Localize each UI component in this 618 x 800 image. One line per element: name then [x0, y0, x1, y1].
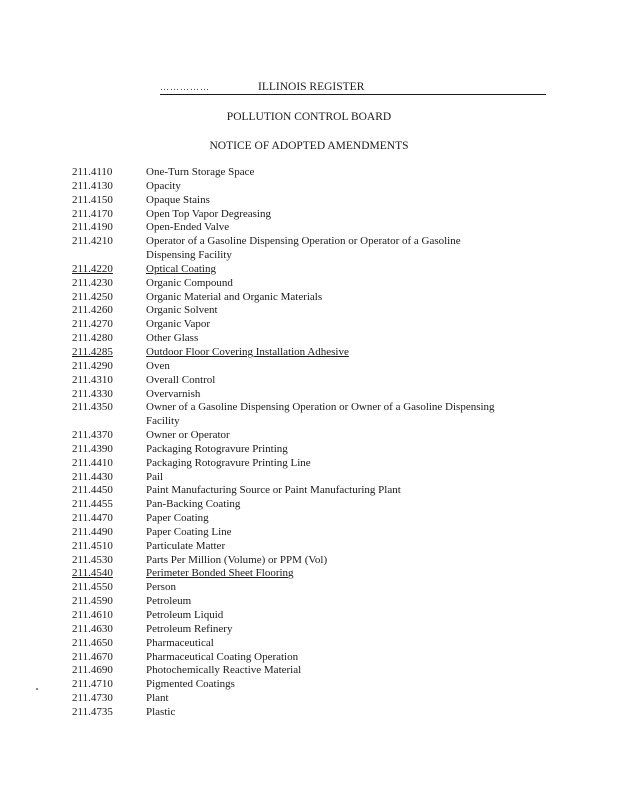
section-number: 211.4110 — [72, 166, 113, 178]
section-term: Pail — [146, 470, 164, 483]
list-item — [72, 374, 552, 388]
section-number: 211.4290 — [72, 359, 113, 372]
list-item — [72, 498, 552, 512]
section-term: Organic Vapor — [146, 318, 211, 331]
section-number: 211.4540 — [72, 567, 113, 580]
section-term: Outdoor Floor Covering Installation Adhesive — [146, 345, 349, 358]
section-number — [72, 249, 146, 263]
list-item — [72, 554, 552, 568]
board-heading: POLLUTION CONTROL BOARD — [226, 111, 392, 123]
list-item — [72, 180, 552, 194]
list-item — [72, 567, 552, 581]
section-number: 211.4230 — [72, 276, 113, 289]
section-term: Petroleum Liquid — [146, 609, 224, 621]
section-term: Dispensing Facility — [146, 249, 232, 262]
section-number: 211.4450 — [72, 484, 113, 497]
list-item — [72, 277, 552, 291]
section-term: Parts Per Million (Volume) or PPM (Vol) — [146, 553, 328, 566]
section-number: 211.4410 — [72, 456, 113, 469]
section-number: 211.4220 — [72, 262, 113, 275]
section-term: Open Top Vapor Degreasing — [146, 207, 271, 220]
section-term: Pigmented Coatings — [146, 678, 235, 691]
section-number: 211.4130 — [72, 179, 113, 192]
section-number: 211.4330 — [72, 387, 113, 400]
section-term: Photochemically Reactive Material — [146, 664, 302, 677]
list-item — [72, 401, 552, 415]
section-number: 211.4270 — [72, 318, 113, 331]
section-number: 211.4470 — [72, 512, 113, 525]
section-term: Opaque Stains — [146, 193, 210, 206]
list-item — [72, 484, 552, 498]
section-term: Pan-Backing Coating — [146, 498, 241, 511]
section-number: 211.4310 — [72, 373, 113, 386]
list-item — [72, 415, 552, 429]
register-header — [160, 80, 546, 95]
section-term: One-Turn Storage Space — [146, 166, 255, 178]
section-term: Overall Control — [146, 373, 216, 386]
section-term: Overvarnish — [146, 387, 201, 400]
section-term: Particulate Matter — [146, 539, 226, 552]
list-item — [72, 692, 552, 706]
list-item — [72, 304, 552, 318]
section-term: Petroleum Refinery — [146, 622, 233, 635]
section-term: Facility — [146, 415, 180, 428]
section-number: 211.4190 — [72, 221, 113, 234]
list-item — [72, 263, 552, 277]
list-item — [72, 664, 552, 678]
section-term: Other Glass — [146, 332, 199, 345]
section-number: 211.4530 — [72, 553, 113, 566]
section-number: 211.4455 — [72, 498, 113, 511]
section-term: Plastic — [146, 705, 176, 718]
section-number: 211.4210 — [72, 235, 113, 248]
section-number: 211.4260 — [72, 304, 113, 317]
section-number — [72, 415, 146, 429]
section-number: 211.4430 — [72, 470, 113, 483]
section-term: Owner or Operator — [146, 429, 230, 442]
list-item — [72, 221, 552, 235]
list-item — [72, 678, 552, 692]
section-number: 211.4350 — [72, 401, 113, 414]
section-term: Organic Material and Organic Materials — [146, 290, 323, 303]
section-term: Petroleum — [146, 595, 192, 608]
list-item — [72, 166, 552, 180]
register-title: ILLINOIS REGISTER — [258, 81, 365, 93]
list-item — [72, 581, 552, 595]
list-item — [72, 318, 552, 332]
section-term: Open-Ended Valve — [146, 221, 230, 234]
section-number: 211.4170 — [72, 207, 113, 220]
list-item — [72, 291, 552, 305]
section-term: Perimeter Bonded Sheet Flooring — [146, 567, 294, 580]
section-term: Paint Manufacturing Source or Paint Manufacturing Plant — [146, 484, 401, 497]
section-number: 211.4730 — [72, 692, 113, 705]
section-number: 211.4650 — [72, 636, 113, 649]
list-item — [72, 706, 552, 720]
header-dots: …………… — [160, 82, 210, 92]
list-item — [72, 595, 552, 609]
section-number: 211.4710 — [72, 678, 113, 691]
section-number: 211.4610 — [72, 609, 113, 621]
section-term: Organic Solvent — [146, 304, 218, 317]
section-term: Opacity — [146, 179, 181, 192]
notice-heading: NOTICE OF ADOPTED AMENDMENTS — [209, 140, 409, 152]
section-term: Organic Compound — [146, 276, 233, 289]
section-number: 211.4590 — [72, 595, 113, 608]
list-item — [72, 249, 552, 263]
definitions-list — [72, 166, 552, 720]
section-number: 211.4150 — [72, 193, 113, 206]
section-number: 211.4510 — [72, 539, 113, 552]
list-item — [72, 512, 552, 526]
list-item — [72, 623, 552, 637]
list-item — [72, 637, 552, 651]
section-term: Paper Coating Line — [146, 525, 232, 538]
list-item — [72, 332, 552, 346]
list-item — [72, 235, 552, 249]
list-item — [72, 526, 552, 540]
section-term: Oven — [146, 359, 170, 372]
list-item — [72, 388, 552, 402]
section-term: Packaging Rotogravure Printing — [146, 442, 288, 455]
scan-speck — [36, 688, 38, 690]
section-term: Person — [146, 581, 176, 594]
section-term: Owner of a Gasoline Dispensing Operation or Owner of a Gasoline Dispensing — [146, 401, 495, 414]
list-item — [72, 360, 552, 374]
section-number: 211.4285 — [72, 345, 113, 358]
section-number: 211.4630 — [72, 622, 113, 635]
list-item — [72, 651, 552, 665]
list-item — [72, 429, 552, 443]
list-item — [72, 208, 552, 222]
section-number: 211.4735 — [72, 705, 113, 718]
section-number: 211.4390 — [72, 442, 113, 455]
list-item — [72, 609, 552, 623]
section-term: Operator of a Gasoline Dispensing Operation or Operator of a Gasoline — [146, 235, 461, 248]
section-term: Plant — [146, 692, 169, 705]
section-term: Pharmaceutical Coating Operation — [146, 650, 299, 663]
section-number: 211.4370 — [72, 429, 113, 442]
section-term: Optical Coating — [146, 262, 216, 275]
list-item — [72, 471, 552, 485]
list-item — [72, 457, 552, 471]
list-item — [72, 194, 552, 208]
section-term: Packaging Rotogravure Printing Line — [146, 456, 311, 469]
section-number: 211.4550 — [72, 581, 113, 594]
section-term: Pharmaceutical — [146, 636, 214, 649]
list-item — [72, 346, 552, 360]
section-term: Paper Coating — [146, 512, 209, 525]
list-item — [72, 443, 552, 457]
section-number: 211.4280 — [72, 332, 113, 345]
section-number: 211.4490 — [72, 525, 113, 538]
section-number: 211.4690 — [72, 664, 113, 677]
list-item — [72, 540, 552, 554]
section-number: 211.4670 — [72, 650, 113, 663]
section-number: 211.4250 — [72, 290, 113, 303]
